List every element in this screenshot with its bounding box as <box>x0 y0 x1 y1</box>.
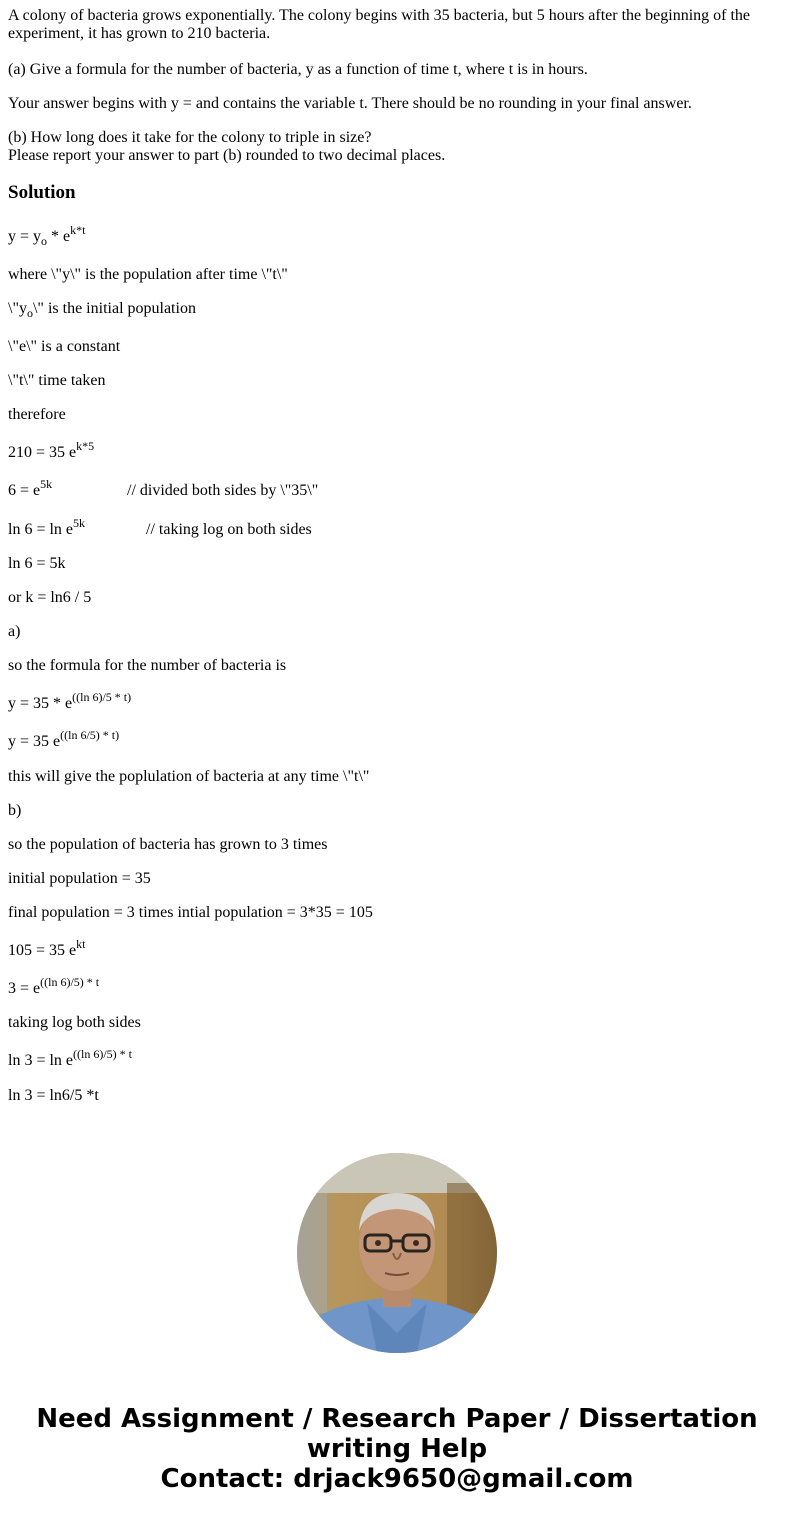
banner-line-1: Need Assignment / Research Paper / Dissertation <box>36 1404 758 1434</box>
solution-line-8 <box>8 476 53 500</box>
text: \" is the initial population <box>32 300 196 317</box>
solution-line-25: ln 3 = ln6/5 *t <box>8 1087 99 1104</box>
superscript: k*t <box>70 222 86 237</box>
text: 3 = e <box>8 980 41 997</box>
solution-line-12: a) <box>8 623 21 640</box>
solution-line-16: this will give the poplulation of bacteria at any time \"t\" <box>8 768 370 785</box>
solution-line-2: where \"y\" is the population after time \"t\" <box>8 266 288 283</box>
superscript: ((ln 6/5) * t) <box>60 727 120 742</box>
text: * e <box>47 228 71 245</box>
text: ln 6 = ln e <box>8 521 74 538</box>
solution-line-3 <box>8 300 196 321</box>
answer-note: Your answer begins with y = and contains the variable t. There should be no rounding in your final answer. <box>8 95 692 112</box>
text: \"y <box>8 300 27 317</box>
solution-comment-9: // taking log on both sides <box>146 521 312 538</box>
text: 6 = e <box>8 482 41 499</box>
text: y = y <box>8 228 42 245</box>
superscript: ((ln 6)/5) * t <box>40 974 100 989</box>
superscript: k*5 <box>76 438 95 453</box>
solution-line-23: taking log both sides <box>8 1014 141 1031</box>
solution-line-13: so the formula for the number of bacteria is <box>8 657 287 674</box>
question-part-b: (b) How long does it take for the colony to triple in size? <box>8 129 372 146</box>
solution-line-9 <box>8 515 86 539</box>
subscript: o <box>26 306 33 321</box>
text: ln 3 = ln e <box>8 1052 74 1069</box>
solution-line-17: b) <box>8 802 22 819</box>
superscript: 5k <box>40 476 53 491</box>
solution-line-6: therefore <box>8 406 66 423</box>
question-part-a: (a) Give a formula for the number of bacteria, y as a function of time t, where t is in hours. <box>8 61 588 78</box>
subscript: o <box>41 234 48 249</box>
solution-line-10: ln 6 = 5k <box>8 555 66 572</box>
solution-heading: Solution <box>8 182 76 203</box>
solution-line-24 <box>8 1046 133 1070</box>
text: y = 35 * e <box>8 695 73 712</box>
superscript: kt <box>76 936 86 951</box>
superscript: ((ln 6)/5 * t) <box>72 689 132 704</box>
text: y = 35 e <box>8 733 61 750</box>
solution-line-4: \"e\" is a constant <box>8 338 121 355</box>
contact-banner <box>0 1404 794 1494</box>
banner-line-2: writing Help <box>306 1434 488 1464</box>
rounding-note: Please report your answer to part (b) rounded to two decimal places. <box>8 147 446 164</box>
solution-line-11: or k = ln6 / 5 <box>8 589 92 606</box>
solution-line-21 <box>8 936 86 960</box>
solution-line-14 <box>8 689 132 713</box>
superscript: ((ln 6)/5) * t <box>73 1046 133 1061</box>
solution-line-1 <box>8 222 86 249</box>
solution-line-19: initial population = 35 <box>8 870 151 887</box>
solution-comment-8: // divided both sides by \"35\" <box>127 482 319 499</box>
text: 210 = 35 e <box>8 444 77 461</box>
solution-line-18: so the population of bacteria has grown to 3 times <box>8 836 328 853</box>
solution-line-15 <box>8 727 120 751</box>
text: 105 = 35 e <box>8 942 77 959</box>
superscript: 5k <box>73 515 86 530</box>
solution-line-20: final population = 3 times intial population = 3*35 = 105 <box>8 904 373 921</box>
banner-line-3: Contact: drjack9650@gmail.com <box>160 1464 634 1494</box>
solution-line-7 <box>8 438 95 462</box>
solution-line-5: \"t\" time taken <box>8 372 106 389</box>
solution-line-22 <box>8 974 100 998</box>
question-block <box>8 7 786 43</box>
portrait-image <box>297 1153 497 1353</box>
author-photo <box>297 1153 497 1353</box>
question-intro: A colony of bacteria grows exponentially. The colony begins with 35 bacteria, but 5 hours after the beginning of the experiment, it has grown to 210 bacteria. <box>8 7 751 42</box>
